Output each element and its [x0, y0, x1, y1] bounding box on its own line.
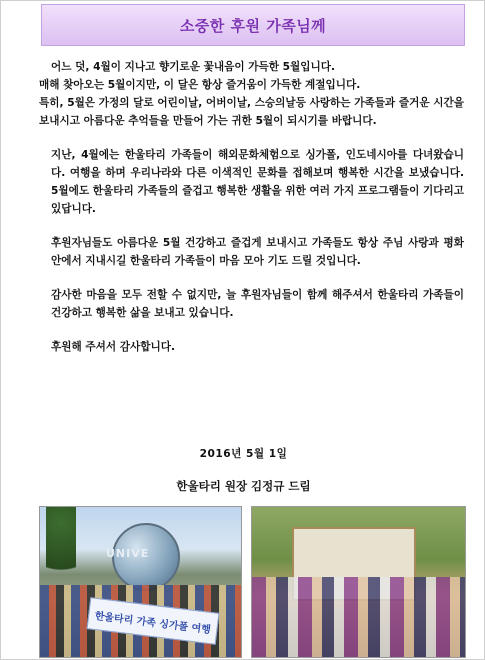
- group-of-people-right: [252, 577, 465, 657]
- group-photo-garden-walkway: [251, 506, 466, 658]
- letter-date: 2016년 5월 1일: [199, 448, 288, 460]
- paragraph-1-line-3: 특히, 5월은 가정의 달로 어린이날, 어버이날, 스승의날등 사랑하는 가족들과 즐거운 시간을 보내시고 아름다운 추억들을 만들어 가는 귀한 5월이 되시기를 바랍니다.: [39, 97, 464, 127]
- travel-banner-text: 한울타리 가족 싱가폴 여행: [94, 610, 212, 636]
- palm-tree-shape: [46, 507, 76, 587]
- paragraph-3: 후원자님들도 아름다운 5월 건강하고 즐겁게 보내시고 가족들도 항상 주님 사랑과 평화 안에서 지내시길 한울타리 가족들이 마음 모아 기도 드릴 것입니다.: [51, 237, 464, 267]
- paragraph-5: 후원해 주셔서 감사합니다.: [51, 341, 175, 353]
- letter-body: [39, 58, 464, 372]
- paragraph-4: 감사한 마음을 모두 전할 수 없지만, 늘 후원자님들이 함께 해주셔서 한울타리 가족들이 건강하고 행복한 삶을 보내고 있습니다.: [51, 289, 464, 319]
- title-banner: [41, 4, 465, 46]
- paragraph-2: 지난, 4월에는 한울타리 가족들이 해외문화체험으로 싱가폴, 인도네시아를 다녀왔습니다. 여행을 하며 우리나라와 다른 이색적인 문화를 접해보며 행복한 시간을 보냈습니다. 5월에도 한울타리 가족들의 즐겁고 행복한 생활을 위한 여러 가지 프로그램들이 기다리고 있답니다.: [51, 149, 464, 215]
- paragraph-1: [39, 58, 464, 130]
- letter-signature: 한울타리 원장 김정규 드림: [176, 479, 311, 493]
- paragraph-1-line-1: 어느 덧, 4월이 지나고 향기로운 꽃내음이 가득한 5월입니다.: [51, 61, 335, 73]
- paragraph-1-line-2: 매해 찾아오는 5월이지만, 이 달은 항상 즐거움이 가득한 계절입니다.: [39, 79, 361, 91]
- globe-lettering: UNIVE: [106, 547, 150, 560]
- page-title: 소중한 후원 가족님께: [179, 16, 327, 35]
- group-photo-universal-studios: [39, 506, 242, 658]
